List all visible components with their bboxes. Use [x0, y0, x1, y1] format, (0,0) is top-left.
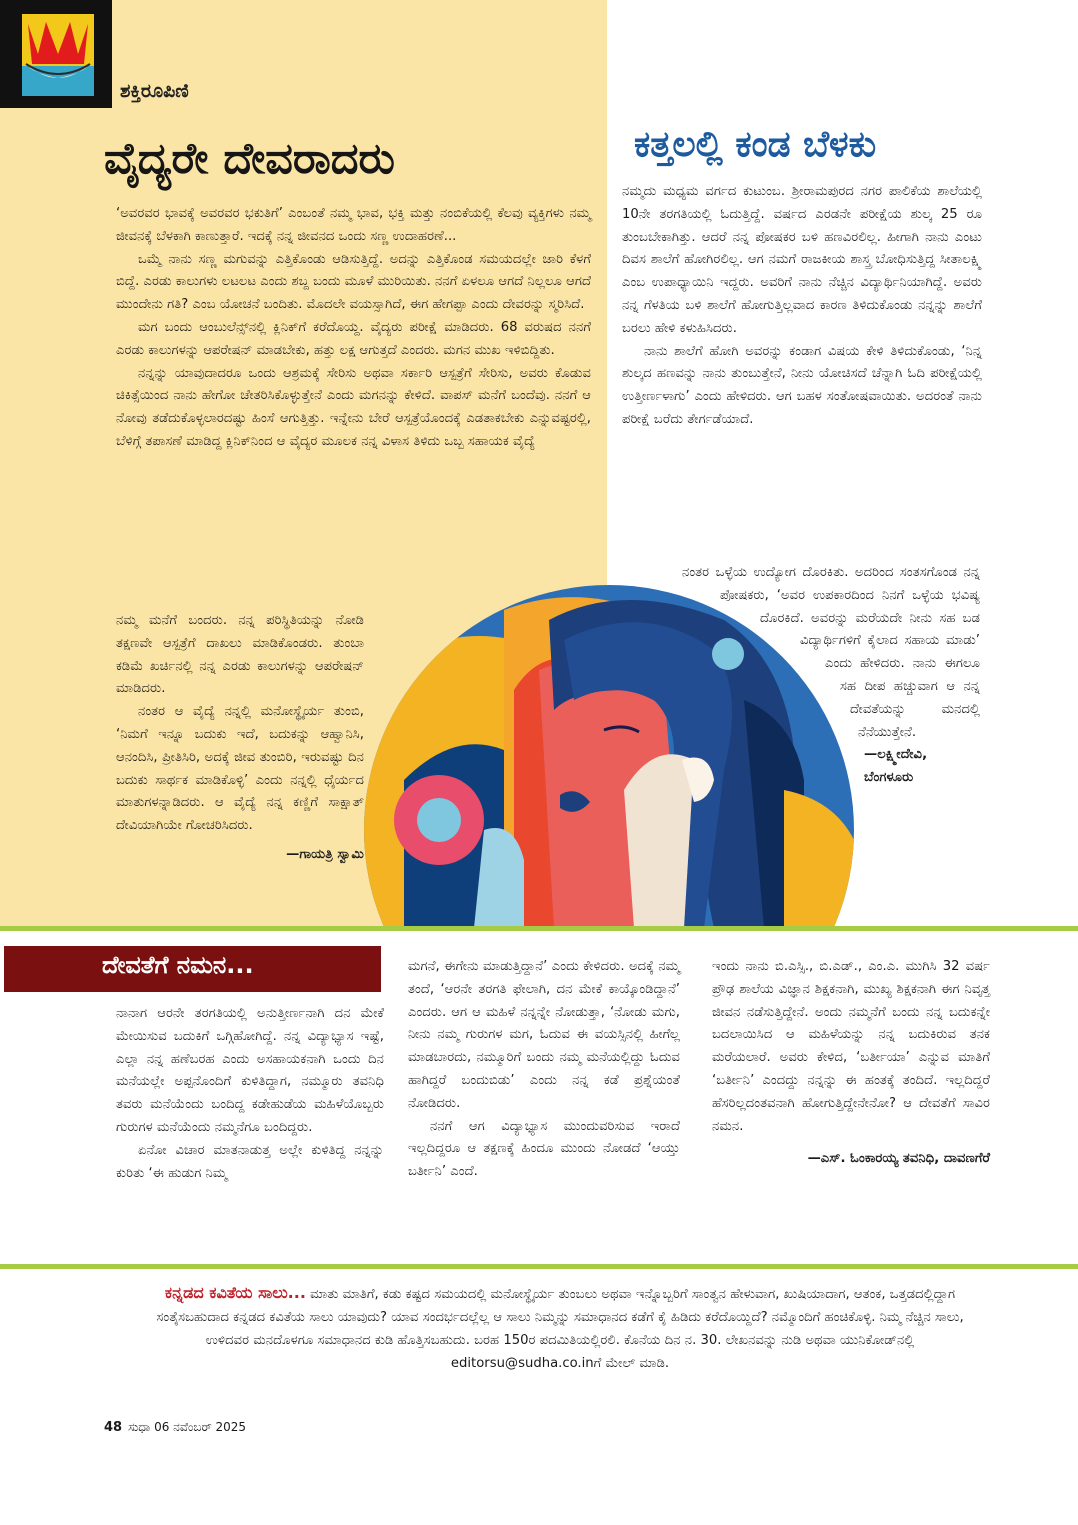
story1-paragraph: ನನ್ನನ್ನು ಯಾವುದಾದರೂ ಒಂದು ಆಶ್ರಮಕ್ಕೆ ಸೇರಿಸು ಅಥವಾ ಸರ್ಕಾರಿ ಆಸ್ಪತ್ರೆಗೆ ಸೇರಿಸು, ಅವರು ಕೊಡುವ ಚಿಕಿತ್ಸೆಯಿಂದ ನಾನು ಹೇಗೋ ಚೇತರಿಸಿಕೊಳ್ಳುತ್ತೇನೆ ಎಂದು ಮಗನನ್ನು ಕೇಳಿದೆ. ವಾಪಸ್ ಮನೆಗೆ ಬಂದೆವು. ನನಗೆ ಆ ನೋವು ತಡೆದುಕೊಳ್ಳಲಾರದಷ್ಟು ಹಿಂಸೆ ಆಗುತ್ತಿತ್ತು. ಇನ್ನೇನು ಬೇರೆ ಆಸ್ಪತ್ರೆಯೊಂದಕ್ಕೆ ಎಡತಾಕಬೇಕು ಎನ್ನುವಷ್ಟರಲ್ಲಿ, ಬೆಳಿಗ್ಗೆ ತಪಾಸಣೆ ಮಾಡಿದ್ದ ಕ್ಲಿನಿಕ್‌ನಿಂದ ಆ ವೈದ್ಯರ ಮೂಲಕ ನನ್ನ ವಿಳಾಸ ತಿಳಿದು ಒಬ್ಬ ಸಹಾಯಕ ವೈದ್ಯೆ: [116, 365, 591, 449]
story3-paragraph: ನನಗೆ ಆಗ ವಿದ್ಯಾಭ್ಯಾಸ ಮುಂದುವರಿಸುವ ಇರಾದೆ ಇಲ್ಲದಿದ್ದರೂ ಆ ತಕ್ಷಣಕ್ಕೆ ಹಿಂದೂ ಮುಂದು ನೋಡದೆ ‘ಆಯ್ತು ಬರ್ತೀನಿ’ ಎಂದೆ.: [408, 1118, 680, 1180]
story2-title: ಕತ್ತಲಲ್ಲಿ ಕಂಡ ಬೆಳಕು: [634, 124, 877, 165]
page-footer: [104, 1420, 246, 1435]
story3-paragraph: ಏನೋ ವಿಚಾರ ಮಾತನಾಡುತ್ತ ಅಲ್ಲೇ ಕುಳಿತಿದ್ದ ನನ್ನನ್ನು ಕುರಿತು ‘ಈ ಹುಡುಗ ನಿಮ್ಮ: [116, 1142, 384, 1181]
issue-info: ಸುಧಾ 06 ನವೆಂಬರ್ 2025: [128, 1420, 247, 1434]
story3-title: ದೇವತೆಗೆ ನಮನ...: [102, 951, 254, 979]
story3-paragraph: ನಾನಾಗ ಆರನೇ ತರಗತಿಯಲ್ಲಿ ಅನುತ್ತೀರ್ಣನಾಗಿ ದನ ಮೇಕೆ ಮೇಯಿಸುವ ಬದುಕಿಗೆ ಒಗ್ಗಿಹೋಗಿದ್ದೆ. ನನ್ನ ವಿದ್ಯಾಭ್ಯಾಸ ಇಷ್ಟೆ, ಎಲ್ಲಾ ನನ್ನ ಹಣೆಬರಹ ಎಂದು ಅಸಹಾಯಕನಾಗಿ ಒಂದು ದಿನ ಮನೆಯಲ್ಲೇ ಅಪ್ಪನೊಂದಿಗೆ ಕುಳಿತಿದ್ದಾಗ, ನಮ್ಮೂರು ತವನಿಧಿ ತವರು ಮನೆಯೆಂದು ಬಂದಿದ್ದ ಕಡೇಹುಡೆಯ ಮಹಿಳೆಯೊಬ್ಬರು ಗುರುಗಳ ಮನೆಯೆಂದು ನಮ್ಮನೆಗೂ ಬಂದಿದ್ದರು.: [116, 1006, 384, 1135]
section-label: ಶಕ್ತಿರೂಪಿಣಿ: [120, 80, 189, 102]
poem-prompt-email[interactable]: editorsu@sudha.co.in: [450, 1356, 594, 1371]
poem-prompt-heading: ಕನ್ನಡದ ಕವಿತೆಯ ಸಾಲು...: [164, 1283, 306, 1302]
story1-narrow-body: [116, 610, 364, 867]
story1-paragraph: ಮಗ ಬಂದು ಆಂಬುಲೆನ್ಸ್‌ನಲ್ಲಿ ಕ್ಲಿನಿಕ್‌ಗೆ ಕರೆದೊಯ್ದ. ವೈದ್ಯರು ಪರೀಕ್ಷೆ ಮಾಡಿದರು. 68 ವರುಷದ ನನಗೆ ಎರಡು ಕಾಲುಗಳನ್ನು ಆಪರೇಷನ್ ಮಾಡಬೇಕು, ಹತ್ತು ಲಕ್ಷ ಆಗುತ್ತದೆ ಎಂದರು. ಮಗನ ಮುಖ ಇಳಿಬಿದ್ದಿತು.: [116, 319, 591, 358]
page-number: 48: [104, 1420, 123, 1435]
section-divider: [0, 926, 1078, 931]
story3-column-3: [712, 956, 990, 1171]
story1-author: —ಗಾಯತ್ರಿ ಸ್ವಾಮಿ: [286, 846, 364, 862]
story2-paragraph: ನಮ್ಮದು ಮಧ್ಯಮ ವರ್ಗದ ಕುಟುಂಬ. ಶ್ರೀರಾಮಪುರದ ನಗರ ಪಾಲಿಕೆಯ ಶಾಲೆಯಲ್ಲಿ 10ನೇ ತರಗತಿಯಲ್ಲಿ ಓದುತ್ತಿದ್ದೆ. ವರ್ಷದ ಎರಡನೇ ಪರೀಕ್ಷೆಯ ಶುಲ್ಕ 25 ರೂ ತುಂಬಬೇಕಾಗಿತ್ತು. ಆದರೆ ನನ್ನ ಪೋಷಕರ ಬಳಿ ಹಣವಿರಲಿಲ್ಲ. ಹೀಗಾಗಿ ನಾನು ಎಂಟು ದಿವಸ ಶಾಲೆಗೆ ಹೋಗಿರಲಿಲ್ಲ. ಆಗ ನಮಗೆ ರಾಜಕೀಯ ಶಾಸ್ತ್ರ ಬೋಧಿಸುತ್ತಿದ್ದ ಸೀತಾಲಕ್ಷ್ಮಿ ಎಂಬ ಉಪಾಧ್ಯಾಯಿನಿ ಇದ್ದರು. ಅವರಿಗೆ ನಾನು ನೆಚ್ಚಿನ ವಿದ್ಯಾರ್ಥಿನಿಯಾಗಿದ್ದೆ. ಅವರು ನನ್ನ ಗೆಳತಿಯ ಬಳಿ ಶಾಲೆಗೆ ಹೋಗುತ್ತಿಲ್ಲವಾದ ಕಾರಣ ತಿಳಿದುಕೊಂಡು ನನ್ನನ್ನು ಶಾಲೆಗೆ ಬರಲು ಹೇಳಿ ಕಳುಹಿಸಿದರು.: [622, 184, 982, 336]
poem-prompt-text-end: ಗೆ ಮೇಲ್ ಮಾಡಿ.: [593, 1356, 670, 1371]
story2-paragraph: ನಂತರ ಒಳ್ಳೆಯ ಉದ್ಯೋಗ ದೊರಕಿತು. ಅದರಿಂದ ಸಂತಸಗೊಂಡ ನನ್ನ ಪೋಷಕರು, ‘ಅವರ ಉಪಕಾರದಿಂದ ನಿನಗೆ ಒಳ್ಳೆಯ ಭವಿಷ್ಯ ದೊರಕಿದೆ. ಅವರನ್ನು ಮರೆಯದೇ ನೀನು ಸಹ ಬಡ ವಿದ್ಯಾರ್ಥಿಗಳಿಗೆ ಕೈಲಾದ ಸಹಾಯ ಮಾಡು’ ಎಂದು ಹೇಳಿದರು. ನಾನು ಈಗಲೂ ಸಹ ದೀಪ ಹಚ್ಚುವಾಗ ಆ ನನ್ನ ದೇವತೆಯನ್ನು ಮನದಲ್ಲಿ ನೆನೆಯುತ್ತೇನೆ.: [682, 565, 980, 740]
lotus-lamp-icon: [22, 14, 94, 96]
story2-author: —ಲಕ್ಷ್ಮೀದೇವಿ,: [864, 747, 928, 763]
story2-paragraph: ನಾನು ಶಾಲೆಗೆ ಹೋಗಿ ಅವರನ್ನು ಕಂಡಾಗ ವಿಷಯ ಕೇಳಿ ತಿಳಿದುಕೊಂಡು, ‘ನಿನ್ನ ಶುಲ್ಕದ ಹಣವನ್ನು ನಾನು ತುಂಬುತ್ತೇನೆ, ನೀನು ಯೋಚಿಸದೆ ಚೆನ್ನಾಗಿ ಓದಿ ಪರೀಕ್ಷೆಯಲ್ಲಿ ಉತ್ತೀರ್ಣಳಾಗು’ ಎಂದು ಹೇಳಿದರು. ಆಗ ಬಹಳ ಸಂತೋಷವಾಯಿತು. ಅದರಂತೆ ನಾನು ಪರೀಕ್ಷೆ ಬರೆದು ತೇರ್ಗಡೆಯಾದೆ.: [622, 343, 982, 427]
story1-title: ವೈದ್ಯರೇ ದೇವರಾದರು: [104, 134, 395, 184]
poem-prompt-text: ಮಾತು ಮಾತಿಗೆ, ಕಡು ಕಷ್ಟದ ಸಮಯದಲ್ಲಿ ಮನೋಸ್ಥೈರ್ಯ ತುಂಬಲು ಅಥವಾ ಇನ್ನೊಬ್ಬರಿಗೆ ಸಾಂತ್ವನ ಹೇಳುವಾಗ, ಖುಷಿಯಾದಾಗ, ಆತಂಕ, ಒತ್ತಡದಲ್ಲಿದ್ದಾಗ ಸಂತೈಸಬಹುದಾದ ಕನ್ನಡದ ಕವಿತೆಯ ಸಾಲು ಯಾವುದು? ಯಾವ ಸಂದರ್ಭದಲ್ಲೆಲ್ಲ ಆ ಸಾಲು ನಿಮ್ಮನ್ನು ಸಮಾಧಾನದ ಕಡೆಗೆ ಕೈ ಹಿಡಿದು ಕರೆದೊಯ್ದಿದೆ? ನಮ್ಮೊಂದಿಗೆ ಹಂಚಿಕೊಳ್ಳಿ. ನಿಮ್ಮ ನೆಚ್ಚಿನ ಸಾಲು, ಉಳಿದವರ ಮನದೊಳಗೂ ಸಮಾಧಾನದ ಕುಡಿ ಹೊತ್ತಿಸಬಹುದು. ಬರಹ 150ರ ಪದಮಿತಿಯಲ್ಲಿರಲಿ. ಕೊನೆಯ ದಿನ ನ. 30. ಲೇಖನವನ್ನು ನುಡಿ ಅಥವಾ ಯುನಿಕೋಡ್‌ನಲ್ಲಿ: [156, 1287, 964, 1348]
story2-body: [622, 181, 982, 432]
story3-paragraph: ಇಂದು ನಾನು ಬಿ.ಎಸ್ಸಿ., ಬಿ.ಎಡ್., ಎಂ.ಎ. ಮುಗಿಸಿ 32 ವರ್ಷ ಪ್ರೌಢ ಶಾಲೆಯ ವಿಜ್ಞಾನ ಶಿಕ್ಷಕನಾಗಿ, ಮುಖ್ಯ ಶಿಕ್ಷಕನಾಗಿ ಈಗ ನಿವೃತ್ತ ಜೀವನ ನಡೆಸುತ್ತಿದ್ದೇನೆ. ಅಂದು ನಮ್ಮನೆಗೆ ಬಂದು ನನ್ನ ಬದುಕನ್ನೇ ಬದಲಾಯಿಸಿದ ಆ ಮಹಿಳೆಯನ್ನು ನನ್ನ ಬದುಕಿರುವ ತನಕ ಮರೆಯಲಾರೆ. ಅವರು ಕೇಳಿದ, ‘ಬರ್ತೀಯಾ’ ಎನ್ನುವ ಮಾತಿಗೆ ‘ಬರ್ತೀನಿ’ ಎಂದದ್ದು ನನ್ನನ್ನು ಈ ಹಂತಕ್ಕೆ ತಂದಿದೆ. ಇಲ್ಲದಿದ್ದರೆ ಹೆಸರಿಲ್ಲದಂತವನಾಗಿ ಹೋಗುತ್ತಿದ್ದೇನೇನೋ? ಆ ದೇವತೆಗೆ ಸಾವಿರ ನಮನ.: [712, 959, 990, 1134]
story3-column-1: [116, 1003, 384, 1185]
story3-paragraph: ಮಗನೆ, ಈಗೇನು ಮಾಡುತ್ತಿದ್ದಾನೆ’ ಎಂದು ಕೇಳಿದರು. ಅದಕ್ಕೆ ನಮ್ಮ ತಂದೆ, ‘ಆರನೇ ತರಗತಿ ಫೇಲಾಗಿ, ದನ ಮೇಕೆ ಕಾಯ್ಕೊಂಡಿದ್ದಾನೆ’ ಎಂದರು. ಆಗ ಆ ಮಹಿಳೆ ನನ್ನನ್ನೇ ನೋಡುತ್ತಾ, ‘ನೋಡು ಮಗು, ನೀನು ನಮ್ಮ ಗುರುಗಳ ಮಗ, ಓದುವ ಈ ವಯಸ್ಸಿನಲ್ಲಿ ಹೀಗೆಲ್ಲ ಮಾಡಬಾರದು, ನಮ್ಮೂರಿಗೆ ಬಂದು ನಮ್ಮ ಮನೆಯಲ್ಲಿದ್ದು ಓದುವ ಹಾಗಿದ್ದರೆ ಬಂದುಬಿಡು’ ಎಂದು ನನ್ನ ಕಡೆ ಪ್ರಶ್ನೆಯಂತೆ ನೋಡಿದರು.: [408, 959, 680, 1111]
story3-column-2: [408, 956, 680, 1184]
story2-author-place: ಬೆಂಗಳೂರು: [864, 770, 914, 786]
poem-prompt: [150, 1281, 970, 1375]
section-divider: [0, 1264, 1078, 1269]
story3-author: —ಎಸ್. ಓಂಕಾರಯ್ಯ ತವನಿಧಿ, ದಾವಣಗೆರೆ: [807, 1151, 990, 1167]
story1-paragraph: ನಮ್ಮ ಮನೆಗೆ ಬಂದರು. ನನ್ನ ಪರಿಸ್ಥಿತಿಯನ್ನು ನೋಡಿ ತಕ್ಷಣವೇ ಆಸ್ಪತ್ರೆಗೆ ದಾಖಲು ಮಾಡಿಕೊಂಡರು. ತುಂಬಾ ಕಡಿಮೆ ಖರ್ಚಿನಲ್ಲಿ ನನ್ನ ಎರಡು ಕಾಲುಗಳನ್ನು ಆಪರೇಷನ್ ಮಾಡಿದರು.: [116, 613, 364, 697]
story1-paragraph: ನಂತರ ಆ ವೈದ್ಯೆ ನನ್ನಲ್ಲಿ ಮನೋಸ್ಥೈರ್ಯ ತುಂಬಿ, ‘ನಿಮಗೆ ಇನ್ನೂ ಬದುಕು ಇದೆ, ಬದುಕನ್ನು ಆಹ್ವಾನಿಸಿ, ಆನಂದಿಸಿ, ಪ್ರೀತಿಸಿರಿ, ಅದಕ್ಕೆ ಜೀವ ತುಂಬಿರಿ, ಇರುವಷ್ಟು ದಿನ ಬದುಕು ಸಾರ್ಥಕ ಮಾಡಿಕೊಳ್ಳಿ’ ಎಂದು ನನ್ನಲ್ಲಿ ಧೈರ್ಯದ ಮಾತುಗಳನ್ನಾಡಿದರು. ಆ ವೈದ್ಯೆ ನನ್ನ ಕಣ್ಣಿಗೆ ಸಾಕ್ಷಾತ್ ದೇವಿಯಾಗಿಯೇ ಗೋಚರಿಸಿದರು.: [116, 704, 364, 834]
section-logo: [0, 0, 112, 108]
story1-paragraph: ‘ಅವರವರ ಭಾವಕ್ಕೆ ಅವರವರ ಭಕುತಿಗೆ’ ಎಂಬಂತೆ ನಮ್ಮ ಭಾವ, ಭಕ್ತಿ ಮತ್ತು ನಂಬಿಕೆಯಲ್ಲಿ ಕೆಲವು ವ್ಯಕ್ತಿಗಳು ನಮ್ಮ ಜೀವನಕ್ಕೆ ಬೆಳಕಾಗಿ ಕಾಣುತ್ತಾರೆ. ಇದಕ್ಕೆ ನನ್ನ ಜೀವನದ ಒಂದು ಸಣ್ಣ ಉದಾಹರಣೆ...: [116, 206, 591, 244]
story1-paragraph: ಒಮ್ಮೆ ನಾನು ಸಣ್ಣ ಮಗುವನ್ನು ಎತ್ತಿಕೊಂಡು ಆಡಿಸುತ್ತಿದ್ದೆ. ಅದನ್ನು ಎತ್ತಿಕೊಂಡ ಸಮಯದಲ್ಲೇ ಜಾರಿ ಕೆಳಗೆ ಬಿದ್ದೆ. ಎರಡು ಕಾಲುಗಳು ಲಟಲಟ ಎಂದು ಶಬ್ದ ಬಂದು ಮೂಳೆ ಮುರಿಯಿತು. ನನಗೆ ಏಳಲೂ ಆಗದೆ ನಿಲ್ಲಲೂ ಆಗದೆ ಮುಂದೇನು ಗತಿ? ಎಂಬ ಯೋಚನೆ ಬಂದಿತು. ಮೊದಲೇ ವಯಸ್ಸಾಗಿದೆ, ಈಗ ಹೇಗಪ್ಪಾ ಎಂದು ದೇವರನ್ನು ಸ್ಮರಿಸಿದೆ.: [116, 251, 591, 313]
story1-body: [116, 203, 591, 454]
woman-profile-illustration: [364, 580, 854, 928]
